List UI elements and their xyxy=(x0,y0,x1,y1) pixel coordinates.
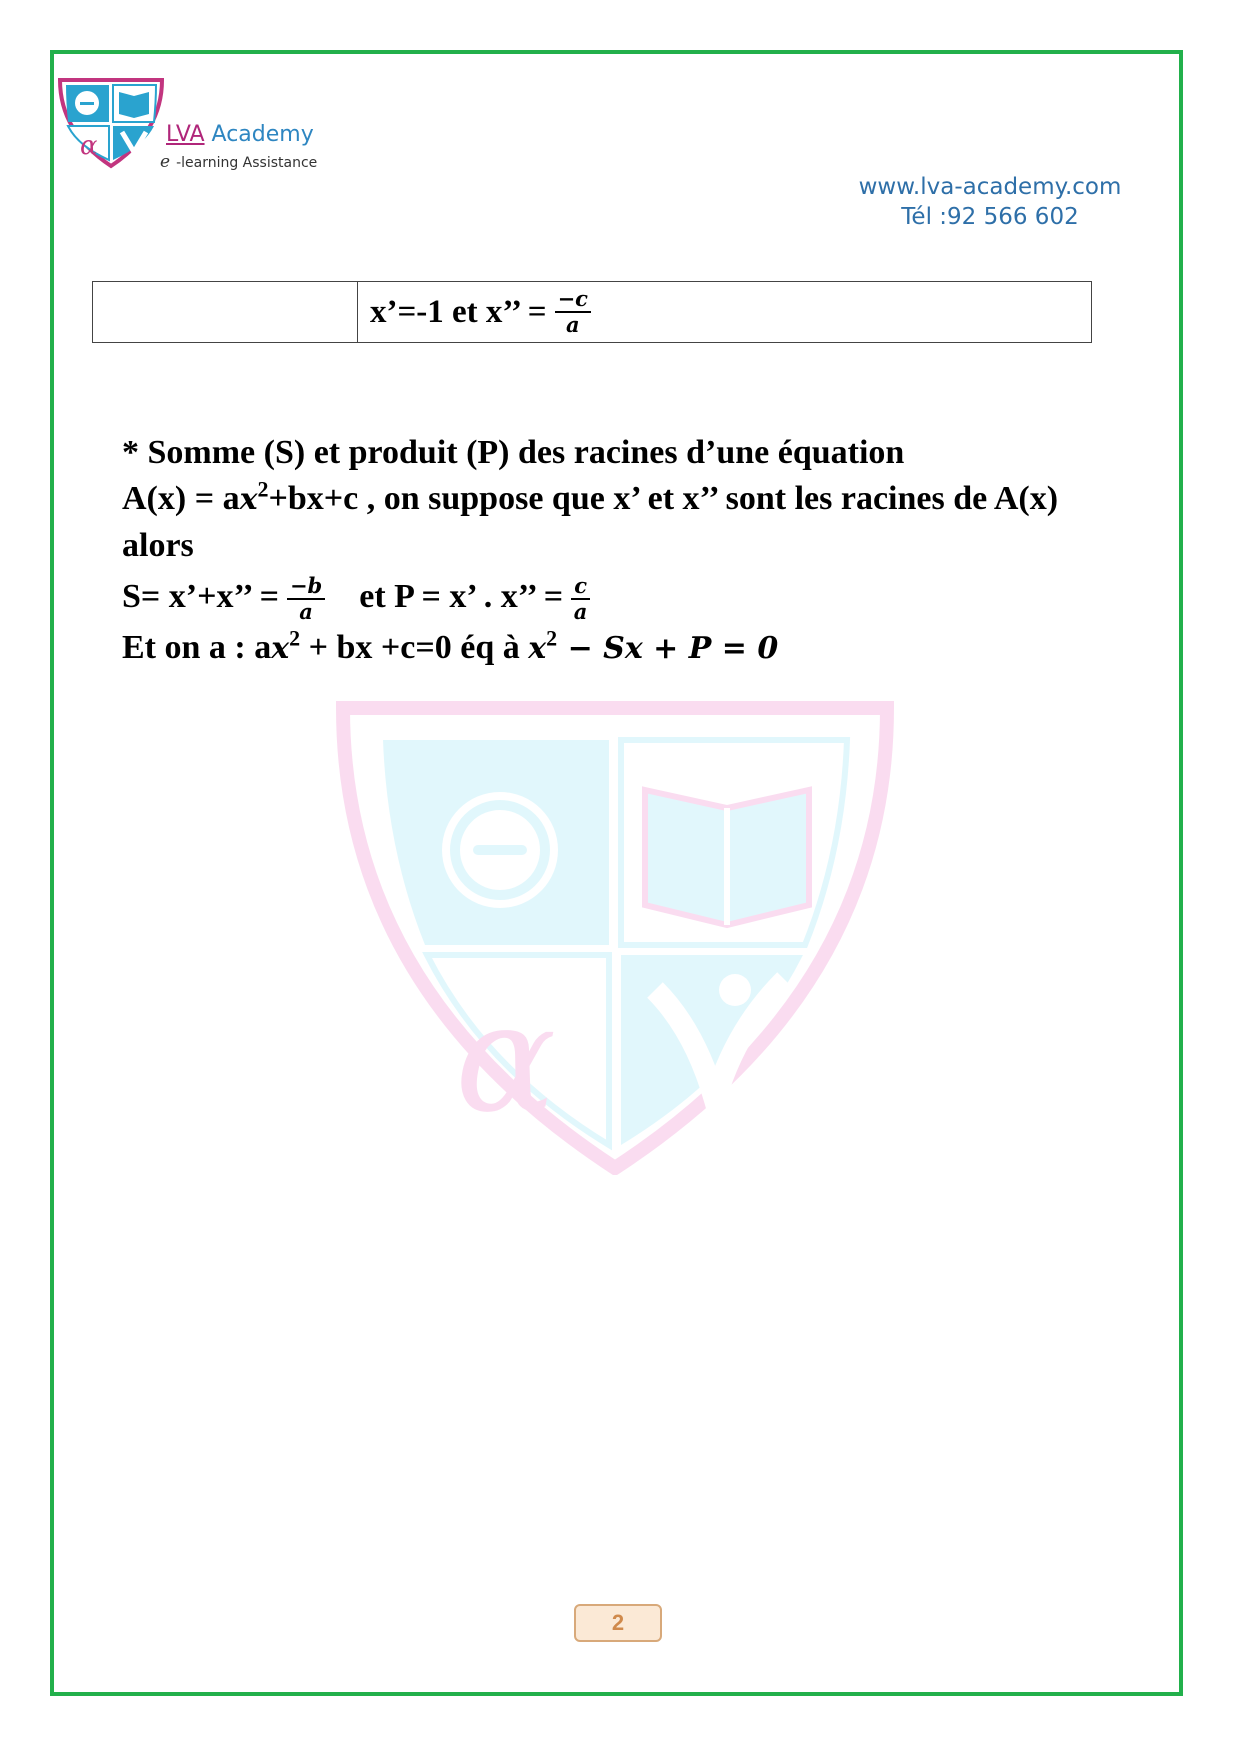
equivalent-equation xyxy=(122,625,1182,672)
eq-rest: +bx+c , on suppose que x’ et x’’ sont les racines de A(x) xyxy=(268,480,1059,517)
phone-number: Tél :92 566 602 xyxy=(901,204,1079,230)
last-exponent: 2 xyxy=(289,625,301,651)
roots-text: x’=-1 et x’’ = xyxy=(370,293,547,330)
tagline-rest: -learning Assistance xyxy=(176,155,318,171)
fraction-denominator: a xyxy=(573,599,588,625)
eq-a: A(x) = a xyxy=(122,480,240,517)
last-eq-rest: − Sx + P = 0 xyxy=(557,631,779,666)
last-eq-x: x xyxy=(528,631,547,666)
fraction-numerator: −b xyxy=(287,574,325,600)
brand-lva: LVA xyxy=(166,122,205,147)
eq-exponent: 2 xyxy=(257,476,269,502)
contact-block xyxy=(820,172,1160,232)
last-eq-exponent: 2 xyxy=(546,625,558,651)
fraction-minus-c-over-a xyxy=(555,287,591,337)
equation-definition xyxy=(122,476,1182,523)
brand-academy: Academy xyxy=(204,122,314,147)
fraction-numerator: c xyxy=(571,574,590,600)
sum-prefix: S= x’+x’’ = xyxy=(122,578,279,615)
product-prefix: et P = x’ . x’’ = xyxy=(359,578,564,615)
section-heading: * Somme (S) et produit (P) des racines d’une équation xyxy=(122,434,905,471)
sum-product-formulas xyxy=(122,569,1182,625)
eq-x: x xyxy=(239,482,258,517)
page-number-badge: 2 xyxy=(574,1604,662,1642)
brand-name xyxy=(166,122,314,148)
last-a: Et on a : a xyxy=(122,629,272,666)
fraction-denominator: a xyxy=(565,312,580,337)
last-x: x xyxy=(271,631,290,666)
website-link[interactable]: www.lva-academy.com xyxy=(858,174,1122,200)
tagline-e: e xyxy=(160,152,171,172)
fraction-minus-b-over-a xyxy=(287,574,325,624)
table-cell-left xyxy=(93,282,358,342)
last-mid: + bx +c=0 éq à xyxy=(300,629,529,666)
then-word: alors xyxy=(122,527,194,564)
sum-product-section xyxy=(122,430,1182,672)
table-cell-right xyxy=(358,282,1091,342)
watermark-shield-logo xyxy=(335,700,895,1175)
svg-text:α: α xyxy=(455,972,557,1146)
fraction-numerator: −c xyxy=(555,287,591,313)
fraction-denominator: a xyxy=(299,599,313,625)
roots-table xyxy=(92,281,1092,343)
academy-logo xyxy=(56,76,166,170)
brand-tagline xyxy=(160,152,317,172)
fraction-c-over-a xyxy=(571,574,590,624)
svg-text:α: α xyxy=(80,131,98,161)
